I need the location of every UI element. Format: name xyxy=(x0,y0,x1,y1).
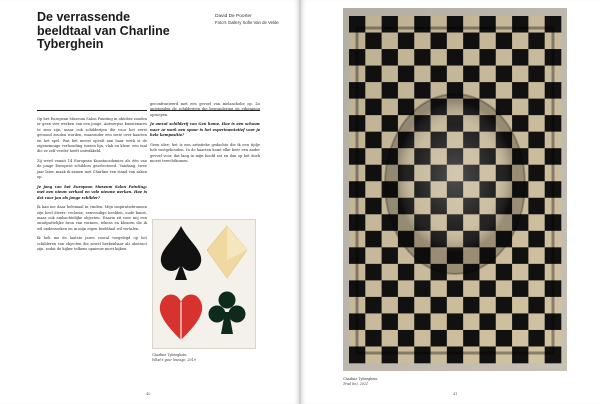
artwork-caption-right xyxy=(343,377,433,387)
card-suits-painting xyxy=(153,220,255,348)
right-page xyxy=(301,0,600,404)
page-number-right: 41 xyxy=(453,392,458,396)
byline xyxy=(215,14,295,26)
caption-work: What's your lineage, 2019 xyxy=(152,357,196,362)
left-page xyxy=(0,0,299,404)
heart-icon xyxy=(160,295,202,341)
article-column-2 xyxy=(150,102,260,169)
paragraph: Zij werd vanuit 14 European Kunstacademies als één van de jonge Europese schilders geselecteerd. Vandaag, twee jaar later, maak ik samen met Charline een stand van zaken op. xyxy=(37,159,147,180)
article-column-1 xyxy=(37,117,147,257)
card-suits-artwork xyxy=(152,219,256,349)
club-icon xyxy=(209,292,246,335)
spade-icon xyxy=(161,226,201,280)
interview-question: Je jong van het European Museum Salon Painting: met een nieuw verhaal en vele nieuwe werken. Hoe is dat voor jou als jonge schilder? xyxy=(37,184,147,200)
byline-author: David De Poorter xyxy=(215,14,252,19)
paragraph: Op het European Museum Salon Painting in oktober zouden er geen vier werken van een jonge, Antwerpse kunstenares te zien zijn, maar ook schilderijen die voor het eerst getoond zouden worden, waaronder een serie over kaarten en het spel. Wat het meest opvalt aan haar werk is de eigenzinnige verhouding tussen lijn, vlak en kleur, een taal die ze zelf verder heeft ontwikkeld. xyxy=(37,117,147,154)
diamond-icon xyxy=(207,226,247,278)
article-title: De verrassende beeldtaal van Charline Tyberghein xyxy=(37,10,170,51)
caption-work: Trial (in), 2021 xyxy=(343,381,369,386)
column-rule-left xyxy=(37,110,147,111)
byline-credit: Foto's Gallery Sofie Van de Velde xyxy=(215,20,279,25)
paragraph: Ik kan me daar helemaal in vinden. Mijn inspiratiebronnen zijn heel divers: reclame, eenvoudige beelden, oude kunst, maar ook ambachtelijke objecten. Daarin zit voor mij een onuitputtelijke bron van vormen, tekens en kleuren die ik wil onderzoeken en in mijn eigen beeldtaal wil vertalen. xyxy=(37,205,147,231)
paragraph: Ik heb me de laatste jaren vooral toegelegd op het schilderen van objecten die zowel herkenbaar als abstract zijn, zodat de kijker telkens opnieuw moet kijken. xyxy=(37,236,147,252)
page-number-left: 40 xyxy=(146,392,151,396)
paragraph: geconfronteerd met een gevoel van melancholie op. Zo ontstonden de schilderijen die bewondering en erkenning oproepen. xyxy=(150,102,260,117)
paragraph: Geen idee; het is een artistieke gedachte die ik een tijdje heb vastgehouden. In de kaarten komt elke keer een ander gevoel voor, dat lang in mijn hoofd zat en dan op het doek moest terechtkomen. xyxy=(150,142,260,164)
checkerboard-sculpture xyxy=(343,8,567,371)
caption-artist: Charline Tyberghein xyxy=(152,353,187,357)
checkerboard-artwork-photo xyxy=(343,8,567,371)
caption-artist: Charline Tyberghein xyxy=(343,377,378,381)
interview-question: Je omvat schilderij van Gen home. Hoe is een schouw waar ze werk een spoor is het experimentatief voor je hele kompositie? xyxy=(150,122,260,138)
artwork-caption-left xyxy=(152,353,242,363)
